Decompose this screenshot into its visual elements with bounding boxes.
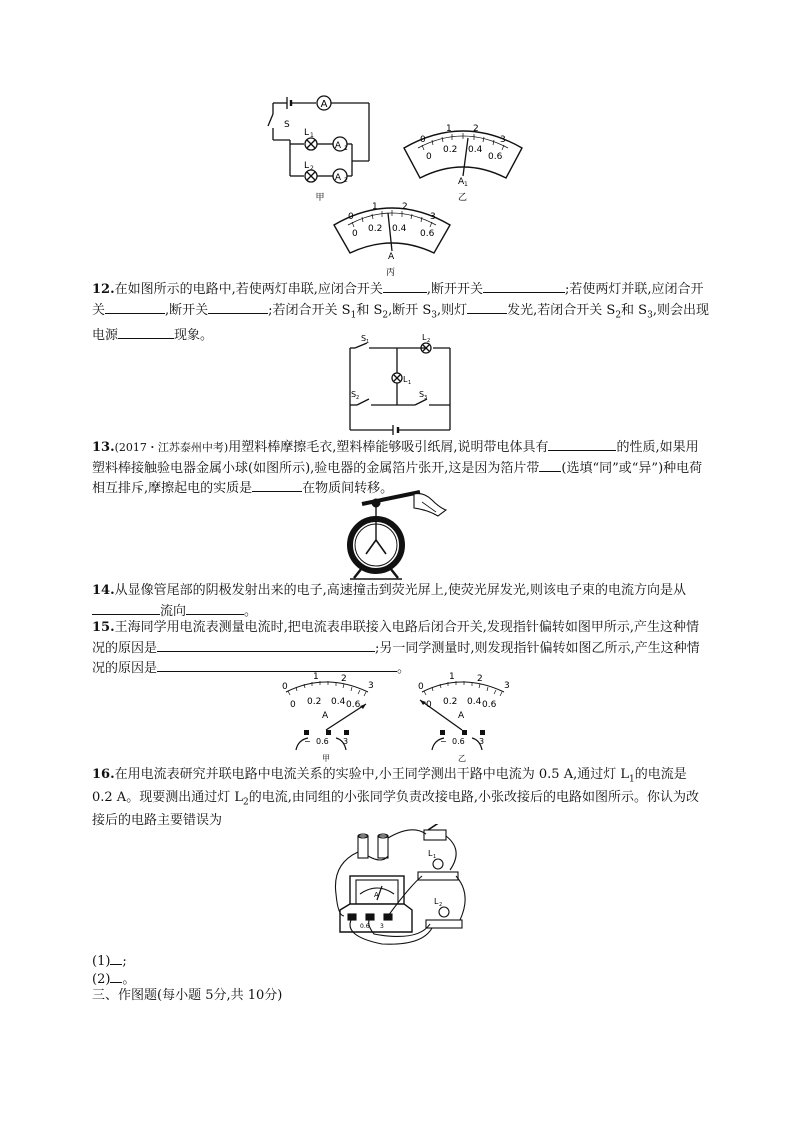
- svg-text:1: 1: [449, 672, 455, 682]
- blank[interactable]: [383, 279, 427, 293]
- blank[interactable]: [252, 478, 302, 492]
- svg-text:0: 0: [426, 152, 432, 162]
- svg-text:1: 1: [344, 145, 348, 152]
- svg-text:2: 2: [356, 395, 360, 401]
- blank[interactable]: [548, 437, 616, 451]
- switch-s-label: S: [284, 120, 290, 130]
- blank[interactable]: [467, 300, 507, 314]
- question-16: 16.在用电流表研究并联电路中电流关系的实验中,小王同学测出干路中电流为 0.5 A,通过灯 $L_1$的电流是 0.2 A。现要测出通过灯 $L_2$的电流,由同组的小张同学负责改接电路,小张改接后的电路如图所示。你认为改接后的电路主要错误为: [92, 767, 699, 829]
- blank[interactable]: [110, 951, 122, 965]
- svg-text:0: 0: [282, 682, 288, 692]
- svg-text:S: S: [351, 390, 357, 399]
- svg-text:L: L: [434, 897, 439, 906]
- svg-text:3: 3: [504, 681, 510, 691]
- svg-text:1: 1: [372, 202, 378, 212]
- svg-text:3: 3: [424, 395, 428, 401]
- svg-text:0.4: 0.4: [467, 697, 482, 707]
- blank[interactable]: [157, 658, 397, 672]
- svg-text:1: 1: [446, 124, 452, 134]
- section-3-heading: 三、作图题(每小题 5分,共 10分): [92, 988, 283, 1003]
- caption-jia: 甲: [322, 754, 330, 763]
- svg-text:L: L: [428, 849, 433, 858]
- svg-text:2: 2: [341, 674, 347, 684]
- svg-text:0.2: 0.2: [443, 145, 458, 155]
- svg-text:3: 3: [479, 737, 485, 746]
- svg-text:1: 1: [313, 672, 319, 682]
- svg-text:2: 2: [402, 202, 408, 212]
- svg-text:S: S: [361, 334, 367, 343]
- svg-text:0.6: 0.6: [452, 737, 465, 746]
- ammeter-dials-q15: [276, 672, 522, 764]
- svg-text:3: 3: [500, 135, 506, 145]
- svg-text:0.6: 0.6: [346, 700, 361, 710]
- svg-text:1: 1: [366, 339, 370, 345]
- question-14: 14.从显像管尾部的阴极发射出来的电子,高速撞击到荧光屏上,使荧光屏发光,则该电子束的电流方向是从流向 。: [92, 583, 687, 619]
- caption-yi: 乙: [458, 193, 468, 203]
- svg-text:2: 2: [439, 902, 443, 908]
- lamp-l1-label: L: [304, 128, 310, 138]
- blank[interactable]: [539, 458, 561, 472]
- blank[interactable]: [118, 325, 174, 339]
- svg-text:0.6: 0.6: [316, 737, 329, 746]
- svg-text:−: −: [304, 737, 311, 746]
- svg-text:1: 1: [433, 854, 437, 860]
- svg-text:A: A: [374, 891, 379, 899]
- question-15: 15.王海同学用电流表测量电流时,把电流表串联接入电路后闭合开关,发现指针偏转如图甲所示,产生这种情况的原因是 ;另一同学测量时,则发现指针偏转如图乙所示,产生这种情况的原因是 。: [92, 620, 700, 676]
- circuit-apparatus-q16: [322, 824, 472, 949]
- svg-text:0.4: 0.4: [392, 224, 407, 234]
- svg-text:A: A: [458, 711, 465, 721]
- svg-text:A: A: [458, 177, 465, 187]
- dial-jia: [282, 672, 374, 763]
- svg-text:0.6: 0.6: [360, 923, 370, 930]
- svg-text:0.6: 0.6: [420, 229, 435, 239]
- blank[interactable]: [105, 300, 165, 314]
- svg-text:0: 0: [420, 135, 426, 145]
- blank[interactable]: [483, 279, 565, 293]
- svg-text:1: 1: [310, 132, 314, 139]
- circuit-diagram-q12: [335, 333, 460, 437]
- svg-text:0.6: 0.6: [482, 700, 497, 710]
- svg-text:3: 3: [380, 923, 384, 930]
- caption-bing: 丙: [386, 268, 396, 277]
- svg-text:L: L: [403, 375, 408, 384]
- ammeter-a1-label: A: [334, 141, 342, 151]
- answer-line-2: (2) 。: [92, 969, 710, 990]
- svg-text:2: 2: [344, 177, 348, 184]
- svg-text:0.2: 0.2: [307, 697, 322, 707]
- svg-text:0.2: 0.2: [443, 697, 458, 707]
- svg-text:3: 3: [430, 212, 436, 222]
- ammeter-a2-label: A: [334, 173, 342, 183]
- electroscope-figure: [340, 490, 460, 582]
- circuit-diagram-jia: [260, 94, 380, 204]
- caption-jia: 甲: [315, 193, 325, 203]
- blank[interactable]: [92, 601, 160, 615]
- ammeter-a-label: A: [320, 99, 328, 110]
- svg-text:A: A: [388, 252, 395, 262]
- svg-text:0: 0: [352, 229, 358, 239]
- svg-text:0.4: 0.4: [331, 697, 346, 707]
- blank[interactable]: [186, 601, 244, 615]
- svg-text:0: 0: [290, 700, 296, 710]
- svg-text:0.2: 0.2: [368, 224, 383, 234]
- svg-text:0.6: 0.6: [488, 152, 503, 162]
- svg-text:0: 0: [418, 682, 424, 692]
- svg-text:L: L: [422, 333, 427, 342]
- svg-text:S: S: [419, 390, 425, 399]
- svg-text:1: 1: [464, 181, 468, 188]
- svg-text:A: A: [322, 711, 329, 721]
- answer-line-1: (1) ;: [92, 951, 710, 972]
- blank[interactable]: [208, 300, 268, 314]
- caption-yi: 乙: [458, 754, 466, 763]
- svg-text:2: 2: [473, 124, 479, 134]
- ammeter-dial-bing: [330, 195, 454, 277]
- svg-text:3: 3: [368, 681, 374, 691]
- svg-text:2: 2: [477, 674, 483, 684]
- ammeter-dial-yi: [398, 118, 528, 206]
- dial-yi: [418, 672, 510, 763]
- svg-text:2: 2: [427, 338, 431, 344]
- question-12: 12.在如图所示的电路中,若使两灯串联,应闭合开关 ,断开开关 ;若使两灯并联,应闭合开关 ,断开关 ;若闭合开关 $S_1$和 $S_2$,断开 $S_3$,则灯 发光,若闭合开关 $S_2$和 $S_3$,则会出现电源 现象。: [92, 279, 710, 345]
- svg-text:0: 0: [348, 212, 354, 222]
- blank[interactable]: [157, 638, 375, 652]
- svg-text:0.4: 0.4: [468, 145, 483, 155]
- svg-text:0: 0: [426, 700, 432, 710]
- blank[interactable]: [110, 969, 122, 983]
- svg-text:1: 1: [408, 380, 412, 386]
- svg-text:3: 3: [343, 737, 349, 746]
- lamp-l2-label: L: [304, 161, 310, 171]
- svg-text:−: −: [440, 737, 447, 746]
- question-13: 13.(2017・江苏泰州中考)用塑料棒摩擦毛衣,塑料棒能够吸引纸屑,说明带电体具有 的性质,如果用塑料棒接触验电器金属小球(如图所示),验电器的金属箔片张开,这是因为箔片带 (选填“同”或“异”)种电荷相互排斥,摩擦起电的实质是 在物质间转移。: [92, 437, 710, 499]
- svg-text:2: 2: [310, 165, 314, 172]
